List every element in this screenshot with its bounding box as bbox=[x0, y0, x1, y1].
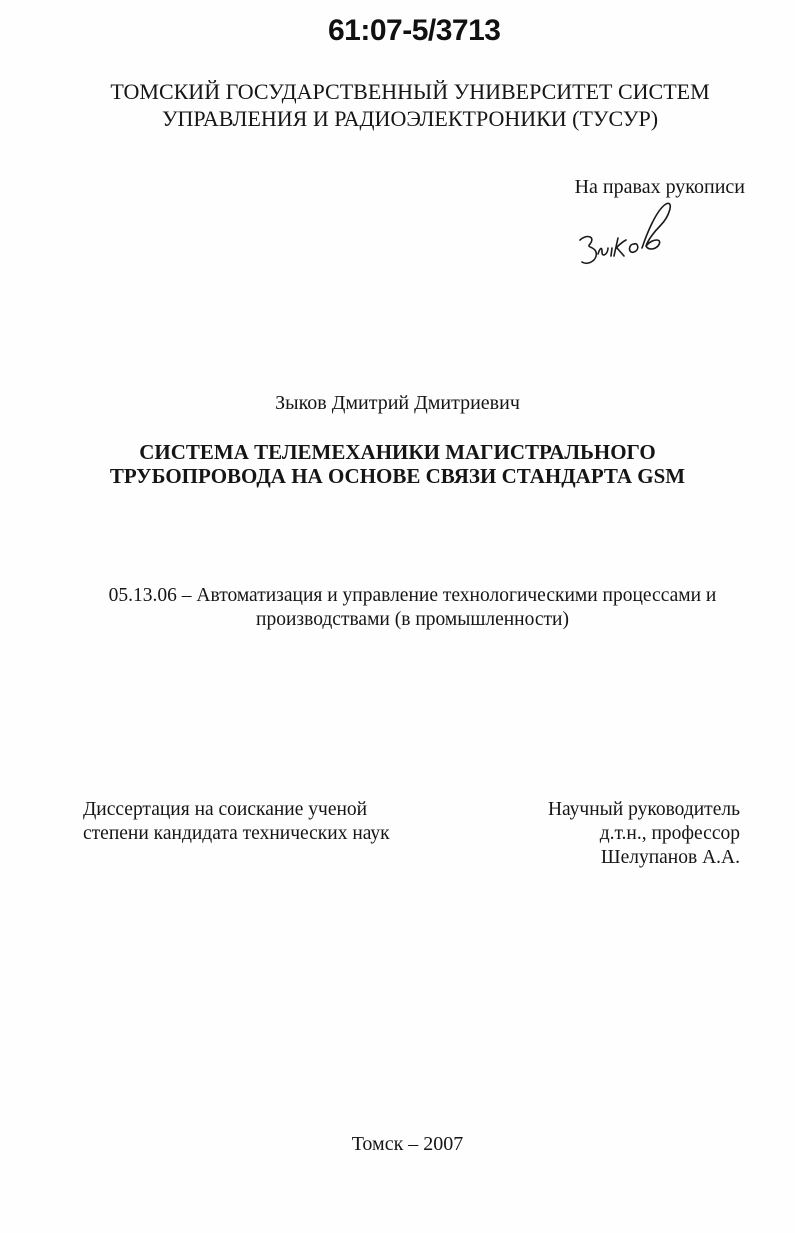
specialty-line-1: 05.13.06 – Автоматизация и управление технологическими процессами и bbox=[108, 585, 717, 606]
scientific-supervisor bbox=[470, 798, 740, 870]
supervisor-rank: д.т.н., профессор bbox=[599, 823, 740, 844]
degree-line-2: степени кандидата технических наук bbox=[83, 823, 390, 844]
author-name: Зыков Дмитрий Дмитриевич bbox=[275, 392, 520, 414]
degree-line-1: Диссертация на соискание ученой bbox=[83, 799, 368, 820]
author-signature bbox=[574, 196, 694, 276]
institution-line-1: ТОМСКИЙ ГОСУДАРСТВЕННЫЙ УНИВЕРСИТЕТ СИСТЕМ bbox=[110, 79, 710, 104]
specialty-line-2: производствами (в промышленности) bbox=[256, 609, 569, 630]
specialty-code bbox=[60, 584, 765, 632]
dissertation-title bbox=[60, 440, 735, 488]
supervisor-name: Шелупанов А.А. bbox=[600, 847, 740, 868]
title-line-2: ТРУБОПРОВОДА НА ОСНОВЕ СВЯЗИ СТАНДАРТА GSM bbox=[109, 464, 686, 488]
supervisor-role: Научный руководитель bbox=[547, 799, 740, 820]
city-and-year: Томск – 2007 bbox=[351, 1133, 464, 1155]
institution-name bbox=[100, 78, 720, 132]
document-registration-number: 61:07-5/3713 bbox=[328, 14, 501, 47]
manuscript-rights-note: На правах рукописи bbox=[574, 176, 745, 198]
title-line-1: СИСТЕМА ТЕЛЕМЕХАНИКИ МАГИСТРАЛЬНОГО bbox=[139, 440, 656, 464]
degree-statement bbox=[83, 798, 423, 846]
institution-line-2: УПРАВЛЕНИЯ И РАДИОЭЛЕКТРОНИКИ (ТУСУР) bbox=[161, 106, 659, 131]
